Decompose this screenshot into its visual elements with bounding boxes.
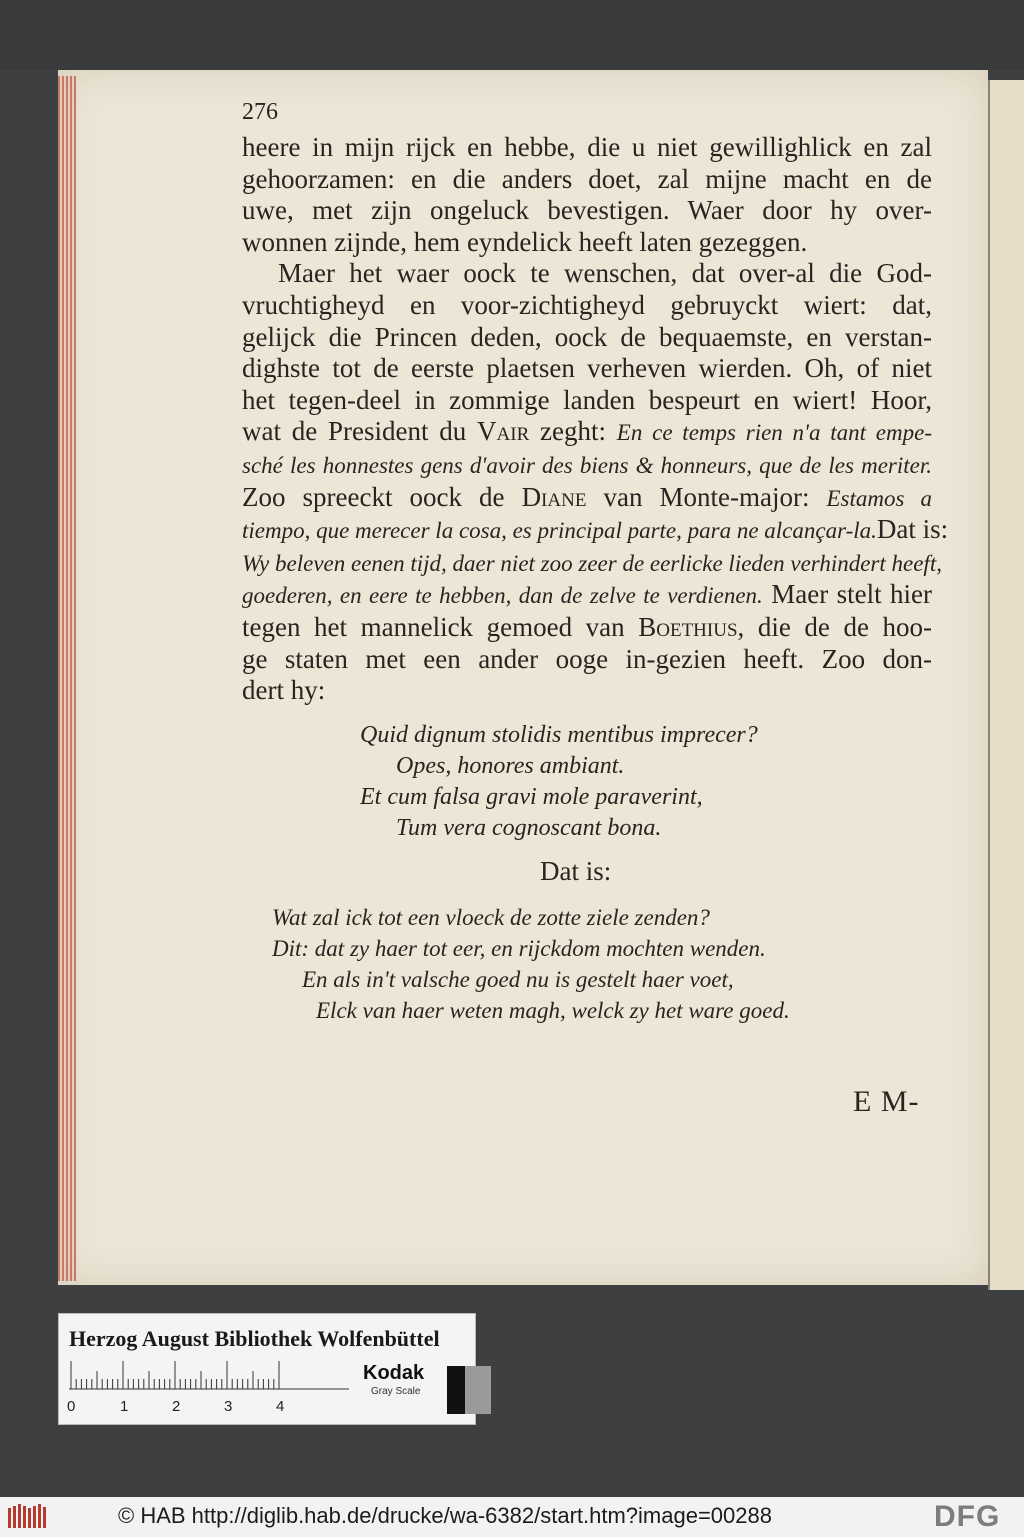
library-name: Herzog August Bibliothek Wolfenbüttel [69,1326,440,1351]
ruler-label: 4 [276,1398,285,1415]
verse-line: Elck van haer weten magh, welck zy het ware goed. [316,998,790,1023]
text-line [242,449,932,482]
text-line: gelijck die Princen deden, oock de bequaemste, en verstan- [242,321,932,352]
quote-segment: Estamos a [826,485,932,511]
dfg-logo: DFG [934,1500,1001,1533]
latin-verse [360,720,780,844]
text-line [242,482,932,515]
text-line: heere in mijn rijck en hebbe, die u niet gewillighlick en zal [242,132,932,162]
hab-logo-icon [8,1504,48,1530]
verse-line: Wat zal ick tot een vloeck de zotte ziele zenden? [272,905,710,930]
grayscale-label: Gray Scale [371,1386,421,1397]
text-segment: Maer stelt hier [762,579,932,610]
author-name: Boethius [638,611,738,642]
catchword: E M- [853,1085,920,1118]
verse-line: Opes, honores ambiant. [396,753,625,779]
verse-line: Tum vera cognoscant bona. [396,815,662,841]
author-name: Diane [521,481,587,512]
page-number: 276 [242,99,278,125]
copyright-link[interactable]: © HAB http://diglib.hab.de/drucke/wa-6382/start.htm?image=00288 [118,1503,772,1528]
quote-segment: sché les honnestes gens d'avoir des biens & honneurs, que de les meriter. [242,452,932,478]
text-segment: van Monte-major: [586,481,827,512]
ruler-label: 1 [120,1398,129,1415]
text-line [242,612,932,644]
library-color-card [58,1313,476,1425]
ruler-label: 3 [224,1398,233,1415]
verse-line: En als in't valsche goed nu is gestelt haer voet, [302,967,734,992]
text-line [242,416,932,449]
gray-swatch-black [447,1366,465,1414]
text-line: wonnen zijnde, hem eyndelick heeft laten gezeggen. [242,226,808,257]
page-edge-stack [58,76,76,1281]
text-line [242,579,932,612]
verse-line: Quid dignum stolidis mentibus imprecer? [360,722,758,748]
kodak-logo: Kodak [363,1362,425,1384]
next-page-edge [988,80,1024,1290]
text-line [242,547,942,580]
text-line: uwe, met zijn ongeluck bevestigen. Waer door hy over- [242,195,932,226]
quote-segment: goederen, en eere te hebben, dan de zelve te verdienen. [242,583,763,609]
verse-line: Et cum falsa gravi mole paraverint, [360,784,703,810]
text-line: ge staten met een ander ooge in-gezien heeft. Zoo don- [242,643,932,674]
text-segment: wat de President du [242,416,478,447]
author-name: Vair [477,416,530,447]
text-line: dert hy: [242,675,326,706]
text-line: vruchtigheyd en voor-zichtigheyd gebruyckt wiert: dat, [242,289,932,320]
text-line: Maer het waer oock te wenschen, dat over-al die God- [278,258,932,289]
text-segment: Dat is: [876,514,949,545]
text-segment: tegen het mannelick gemoed van [242,611,639,642]
gray-swatch-mid [465,1366,491,1414]
ruler-scale [69,1360,349,1390]
text-segment: , die de de hoo- [737,611,932,642]
scan-backdrop [0,0,1024,70]
quote-segment: En ce temps rien n'a tant empe- [616,420,932,446]
ruler-label: 2 [172,1398,181,1415]
dutch-verse [272,902,832,1026]
quote-segment: Wy beleven eenen tijd, daer niet zoo zeer de eerlicke lieden verhindert heeft, [242,550,942,576]
text-segment: zeght: [529,416,617,447]
footer-bar [0,1497,1024,1537]
text-line [242,514,949,547]
text-line: dighste tot de eerste plaetsen verheven wierden. Oh, of niet [242,353,932,384]
translation-heading: Dat is: [540,856,612,886]
ruler-label: 0 [67,1398,76,1415]
main-text [242,92,949,707]
text-segment: Zoo spreeckt oock de [242,481,522,512]
quote-segment: tiempo, que merecer la cosa, es principal parte, para ne alcançar-la. [242,518,877,544]
text-line: het tegen-deel in zommige landen bespeurt en wiert! Hoor, [242,384,932,415]
text-line: gehoorzamen: en die anders doet, zal mijne macht en de [242,163,932,194]
verse-line: Dit: dat zy haer tot eer, en rijckdom mochten wenden. [272,936,766,961]
